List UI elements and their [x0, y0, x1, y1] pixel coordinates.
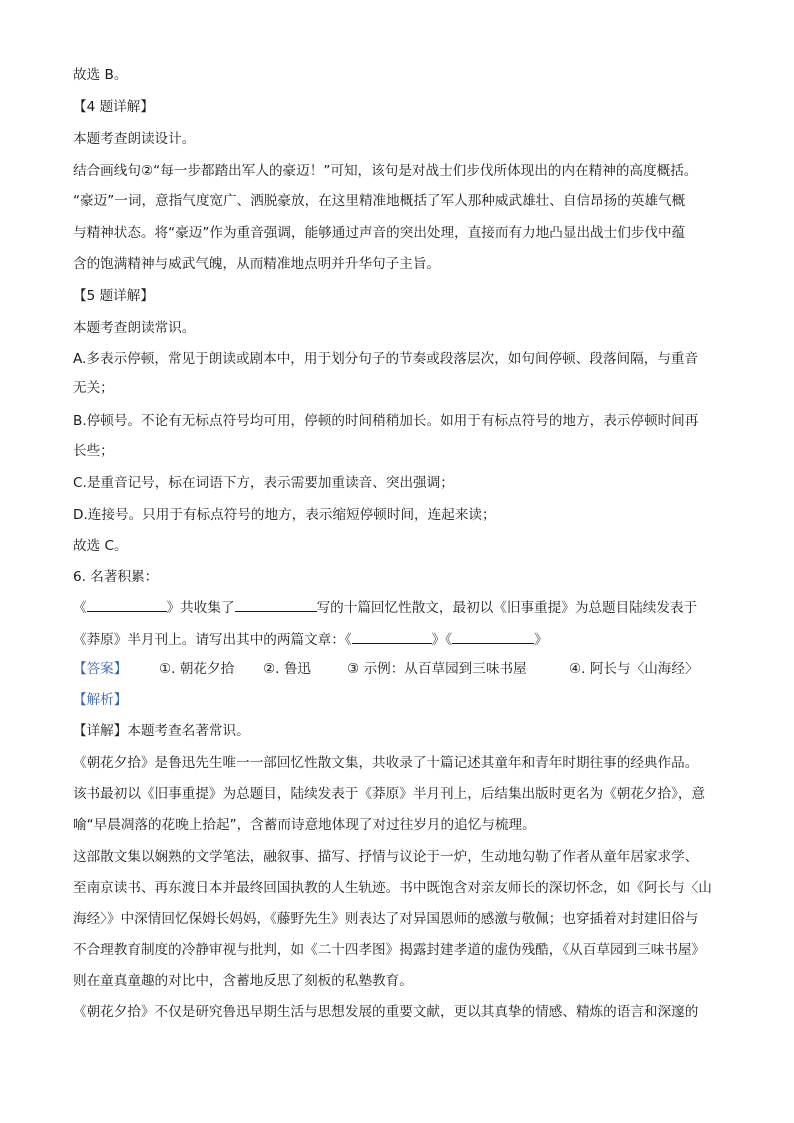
answer-item: ①. 朝花夕拾	[159, 661, 235, 677]
answer-item: ②. 鲁迅	[263, 661, 312, 677]
text-fragment: 写的十篇回忆性散文，最初以《旧事重提》为总题目陆续发表于	[316, 600, 698, 616]
paragraph: 故选 C。	[73, 538, 128, 554]
text-fragment: 》共收集了	[166, 600, 235, 616]
paragraph: 不合理教育制度的冷静审视与批判，如《二十四孝图》揭露封建孝道的虚伪残酷，《从百草园到三味书屋》	[73, 942, 706, 958]
paragraph: 故选 B。	[73, 67, 128, 83]
answer-blank-2	[235, 597, 317, 612]
answer-blank-1	[87, 597, 167, 612]
answer-line	[73, 659, 733, 679]
text-fragment: 》《	[431, 632, 453, 648]
paragraph: 本题考查朗读设计。	[73, 131, 196, 147]
paragraph: 无关；	[73, 380, 114, 396]
text-fragment: 《	[73, 600, 87, 616]
paragraph: D.连接号。只用于有标点符号的地方，表示缩短停顿时间，连起来读；	[73, 507, 496, 523]
paragraph: C.是重音记号，标在词语下方，表示需要加重读音、突出强调；	[73, 475, 454, 491]
paragraph: 《朝花夕拾》是鲁迅先生唯一一部回忆性散文集，共收录了十篇记述其童年和青年时期往事的经典作品。	[73, 755, 699, 771]
paragraph: B.停顿号。不论有无标点符号均可用，停顿的时间稍稍加长。如用于有标点符号的地方，表示停顿时间再	[73, 413, 699, 429]
paragraph: “豪迈”一词，意指气度宽广、洒脱豪放，在这里精准地概括了军人那种威武雄壮、自信昂扬的英雄气概	[73, 193, 686, 209]
paragraph: 这部散文集以娴熟的文学笔法，融叙事、描写、抒情与议论于一炉，生动地勾勒了作者从童年居家求学、	[73, 849, 699, 865]
paragraph: 长些；	[73, 443, 114, 459]
section-heading-4: 【4 题详解】	[73, 99, 154, 115]
text-fragment: 《莽原》半月刊上。请写出其中的两篇文章：《	[73, 632, 352, 648]
paragraph: 喻“早晨凋落的花晚上拾起”，含蓄而诗意地体现了对过往岁月的追忆与梳理。	[73, 817, 536, 833]
paragraph: 该书最初以《旧事重提》为总题目，陆续发表于《莽原》半月刊上，后结集出版时更名为《朝花夕拾》，意	[73, 786, 706, 802]
paragraph: 含的饱满精神与威武气魄，从而精准地点明并升华句子主旨。	[73, 256, 441, 272]
text-fragment: 》	[534, 632, 548, 648]
paragraph: 海经〉》中深情回忆保姆长妈妈，《藤野先生》则表达了对异国恩师的感激与敬佩；也穿插着对封建旧俗与	[73, 911, 699, 927]
section-heading-5: 【5 题详解】	[73, 288, 154, 304]
paragraph: A.多表示停顿，常见于朗读或剧本中，用于划分句子的节奏或段落层次，如句间停顿、段落间隔，与重音	[73, 351, 699, 367]
question-6-line-1	[73, 597, 733, 618]
paragraph: 《朝花夕拾》不仅是研究鲁迅早期生活与思想发展的重要文献，更以其真挚的情感、精炼的语言和深邃的	[73, 1004, 699, 1020]
paragraph: 与精神状态。将“豪迈”作为重音强调，能够通过声音的突出处理，直接而有力地凸显出战士们步伐中蕴	[73, 225, 686, 241]
paragraph: 结合画线句②“每一步都踏出军人的豪迈！”可知，该句是对战士们步伐所体现出的内在精神的高度概括。	[73, 163, 698, 179]
paragraph: 本题考查朗读常识。	[73, 320, 196, 336]
answer-blank-3	[352, 629, 432, 644]
question-6-title: 6. 名著积累：	[73, 569, 159, 585]
question-6-line-2	[73, 629, 733, 650]
paragraph: 至南京读书、再东渡日本并最终回国执教的人生轨迹。书中既饱含对亲友师长的深切怀念，如《阿长与〈山	[73, 880, 712, 896]
paragraph: 【详解】本题考查名著常识。	[73, 723, 250, 739]
answer-label: 【答案】	[73, 661, 128, 677]
answer-blank-4	[452, 629, 534, 644]
answer-item: ③ 示例：从百草园到三味书屋	[347, 661, 527, 677]
paragraph: 则在童真童趣的对比中，含蓄地反思了刻板的私塾教育。	[73, 973, 413, 989]
answer-item: ④. 阿长与〈山海经〉	[569, 661, 699, 677]
analysis-label: 【解析】	[73, 692, 128, 708]
